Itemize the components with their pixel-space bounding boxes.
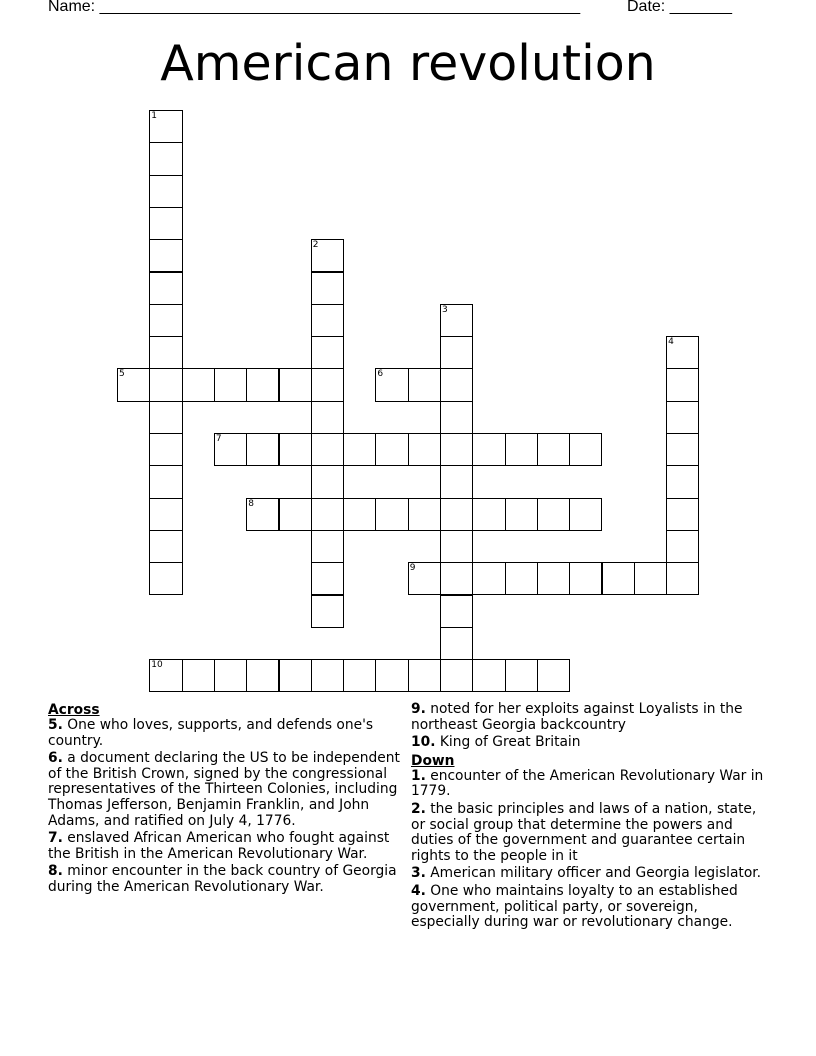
grid-cell[interactable] [440, 498, 473, 531]
grid-cell[interactable] [214, 659, 247, 692]
grid-cell[interactable] [375, 368, 408, 401]
grid-cell[interactable] [149, 368, 182, 401]
grid-cell[interactable] [537, 433, 570, 466]
grid-cell[interactable] [569, 498, 602, 531]
clue-number: 6. [48, 750, 63, 767]
grid-cell[interactable] [408, 433, 441, 466]
grid-cell[interactable] [149, 207, 182, 240]
grid-cell[interactable] [311, 239, 344, 272]
grid-cell[interactable] [149, 530, 182, 563]
grid-cell[interactable] [149, 110, 182, 143]
cell-number: 10 [151, 660, 163, 671]
grid-cell[interactable] [666, 433, 699, 466]
grid-cell[interactable] [343, 659, 376, 692]
grid-cell[interactable] [505, 498, 538, 531]
grid-cell[interactable] [149, 562, 182, 595]
grid-cell[interactable] [666, 368, 699, 401]
grid-cell[interactable] [408, 562, 441, 595]
cell-number: 3 [442, 304, 448, 315]
clue-number: 8. [48, 863, 63, 880]
cell-number: 2 [312, 240, 319, 251]
clue-number: 4. [411, 882, 426, 899]
grid-cell[interactable] [472, 498, 505, 531]
clue-text: One who maintains loyalty to an established government, political party, or sovereign, especially during war or revolutionary change. [411, 882, 738, 931]
down-heading: Down [411, 752, 455, 769]
grid-cell[interactable] [246, 433, 279, 466]
grid-cell[interactable] [408, 368, 441, 401]
grid-cell[interactable] [149, 239, 182, 272]
grid-cell[interactable] [505, 433, 538, 466]
grid-cell[interactable] [666, 498, 699, 531]
grid-cell[interactable] [440, 304, 473, 337]
grid-cell[interactable] [279, 659, 312, 692]
grid-cell[interactable] [214, 433, 247, 466]
grid-cell[interactable] [149, 272, 182, 305]
grid-cell[interactable] [311, 498, 344, 531]
grid-cell[interactable] [537, 498, 570, 531]
grid-cell[interactable] [311, 368, 344, 401]
grid-cell[interactable] [149, 401, 182, 434]
grid-cell[interactable] [440, 433, 473, 466]
clues-column-left [48, 702, 400, 898]
grid-cell[interactable] [149, 433, 182, 466]
cell-number: 6 [377, 369, 384, 380]
grid-cell[interactable] [537, 659, 570, 692]
grid-cell[interactable] [149, 465, 182, 498]
grid-cell[interactable] [149, 336, 182, 369]
grid-cell[interactable] [311, 659, 344, 692]
across-heading: Across [48, 702, 100, 718]
clue-text: American military officer and Georgia legislator. [430, 865, 762, 882]
grid-cell[interactable] [214, 368, 247, 401]
grid-cell[interactable] [440, 368, 473, 401]
cell-number: 8 [248, 498, 254, 509]
grid-cell[interactable] [311, 530, 344, 563]
clue-text: noted for her exploits against Loyalists in the northeast Georgia backcountry [411, 701, 743, 733]
clue-number: 7. [48, 830, 63, 847]
date-field-label: Date: _______ [627, 0, 732, 15]
grid-cell[interactable] [569, 562, 602, 595]
cell-number: 1 [151, 111, 158, 121]
grid-cell[interactable] [311, 272, 344, 305]
grid-cell[interactable] [149, 142, 182, 175]
grid-cell[interactable] [408, 498, 441, 531]
clue-number: 2. [411, 800, 426, 817]
grid-cell[interactable] [375, 433, 408, 466]
grid-cell[interactable] [537, 562, 570, 595]
grid-cell[interactable] [311, 433, 344, 466]
grid-cell[interactable] [311, 562, 344, 595]
grid-cell[interactable] [279, 498, 312, 531]
clue-across-9 [411, 702, 767, 733]
clue-text: enslaved African American who fought against the British in the American Revolutionary War. [48, 830, 390, 862]
grid-cell[interactable] [440, 562, 473, 595]
cell-number: 4 [668, 337, 674, 348]
clue-across-10 [411, 735, 767, 751]
clue-text: a document declaring the US to be independent of the British Crown, signed by the congressional representatives of the Thirteen Colonies, including Thomas Jefferson, Benjamin Franklin, and John Adams, and ratified on July 4, 1776. [48, 750, 400, 829]
grid-cell[interactable] [440, 595, 473, 628]
grid-cell[interactable] [472, 562, 505, 595]
grid-cell[interactable] [246, 368, 279, 401]
grid-cell[interactable] [149, 659, 182, 692]
grid-cell[interactable] [569, 433, 602, 466]
name-field-label: Name: ______________________________________________________ [48, 0, 581, 15]
grid-cell[interactable] [311, 595, 344, 628]
grid-cell[interactable] [440, 659, 473, 692]
clue-number: 9. [411, 701, 426, 717]
grid-cell[interactable] [117, 368, 150, 401]
grid-cell[interactable] [343, 433, 376, 466]
cell-number: 5 [119, 369, 125, 380]
grid-cell[interactable] [279, 368, 312, 401]
grid-cell[interactable] [311, 465, 344, 498]
grid-cell[interactable] [505, 659, 538, 692]
clue-text: minor encounter in the back country of Georgia during the American Revolutionary War. [48, 863, 397, 895]
grid-cell[interactable] [375, 498, 408, 531]
grid-cell[interactable] [149, 498, 182, 531]
grid-cell[interactable] [440, 401, 473, 434]
grid-cell[interactable] [666, 530, 699, 563]
puzzle-title: American revolution [160, 35, 656, 92]
grid-cell[interactable] [343, 498, 376, 531]
clue-across-8 [48, 864, 400, 895]
grid-cell[interactable] [375, 659, 408, 692]
clue-down-4 [411, 884, 767, 931]
grid-cell[interactable] [149, 304, 182, 337]
grid-cell[interactable] [602, 562, 635, 595]
grid-cell[interactable] [149, 175, 182, 208]
clue-down-3 [411, 866, 767, 882]
clue-across-7 [48, 831, 400, 862]
grid-cell[interactable] [440, 530, 473, 563]
grid-cell[interactable] [472, 659, 505, 692]
clue-number: 5. [48, 717, 63, 733]
grid-cell[interactable] [279, 433, 312, 466]
grid-cell[interactable] [472, 433, 505, 466]
clue-across-5 [48, 718, 400, 749]
clues-column-right [411, 702, 767, 933]
clue-across-6 [48, 751, 400, 829]
grid-cell[interactable] [408, 659, 441, 692]
grid-cell[interactable] [505, 562, 538, 595]
clue-text: One who loves, supports, and defends one's country. [48, 717, 374, 749]
clue-text: the basic principles and laws of a nation, state, or social group that determine the powers and duties of the government and guarantee certain rights to the people in it [411, 800, 757, 864]
grid-cell[interactable] [634, 562, 667, 595]
clue-number: 1. [411, 767, 426, 784]
clue-down-2 [411, 802, 767, 864]
grid-cell[interactable] [666, 465, 699, 498]
grid-cell[interactable] [182, 368, 215, 401]
grid-cell[interactable] [311, 401, 344, 434]
clue-number: 3. [411, 865, 426, 882]
grid-cell[interactable] [666, 401, 699, 434]
grid-cell[interactable] [246, 498, 279, 531]
cell-number: 9 [409, 563, 416, 574]
grid-cell[interactable] [440, 465, 473, 498]
grid-cell[interactable] [666, 336, 699, 369]
grid-cell[interactable] [182, 659, 215, 692]
clue-text: King of Great Britain [439, 734, 581, 751]
grid-cell[interactable] [440, 627, 473, 660]
clue-down-1 [411, 769, 767, 800]
grid-cell[interactable] [311, 304, 344, 337]
grid-cell[interactable] [666, 562, 699, 595]
clue-number: 10. [411, 734, 436, 751]
grid-cell[interactable] [440, 336, 473, 369]
cell-number: 7 [215, 434, 222, 444]
clue-text: encounter of the American Revolutionary War in 1779. [411, 767, 764, 800]
grid-cell[interactable] [246, 659, 279, 692]
grid-cell[interactable] [311, 336, 344, 369]
